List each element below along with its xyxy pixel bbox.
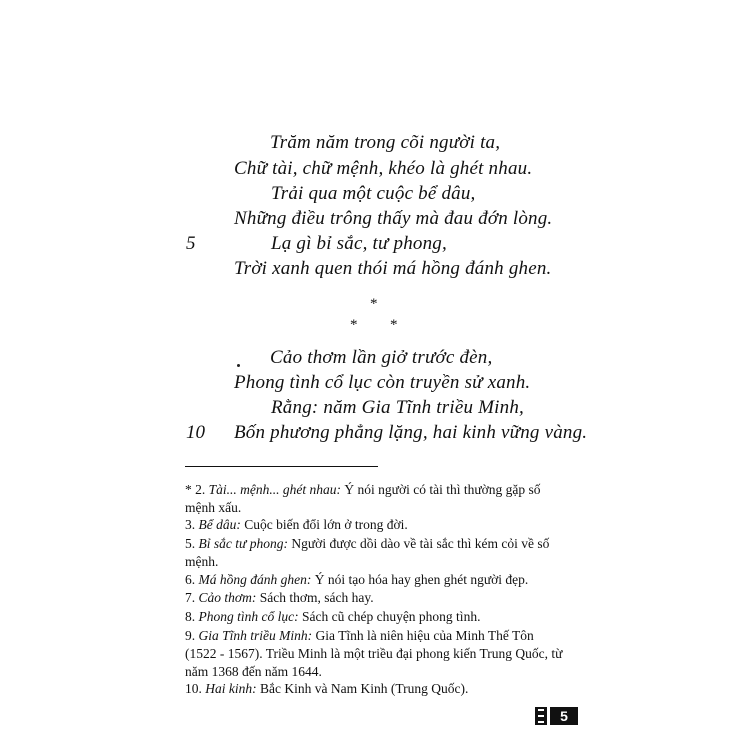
footnote-divider (185, 466, 378, 467)
line-number-10: 10 (186, 422, 205, 443)
verse-line-9: Rằng: năm Gia Tĩnh triều Minh, (271, 397, 524, 418)
footnote-5: 5. Bỉ sắc tư phong: Người được dồi dào về tài sắc thì kém cỏi về số mệnh. (185, 536, 550, 569)
separator-star-right: * (390, 317, 398, 333)
footnote-3: 3. Bể dâu: Cuộc biến đổi lớn ở trong đời. (185, 517, 408, 532)
footnote-8: 8. Phong tình cổ lục: Sách cũ chép chuyện phong tình. (185, 609, 481, 624)
separator-star-left: * (350, 317, 358, 333)
footnote-9: 9. Gia Tĩnh triều Minh: Gia Tĩnh là niên hiệu của Minh Thế Tôn (1522 - 1567). Triều Minh là một triều đại phong kiến Trung Quốc, từ năm 1368 đến năm 1644. (185, 628, 563, 679)
verse-line-3: Trải qua một cuộc bể dâu, (271, 183, 476, 204)
verse-line-6: Trời xanh quen thói má hồng đánh ghen. (234, 258, 552, 279)
verse-line-5: Lạ gì bỉ sắc, tư phong, (271, 233, 447, 254)
verse-line-10: Bốn phương phẳng lặng, hai kinh vững vàng. (234, 422, 588, 443)
verse-line-7: Cảo thơm lần giở trước đèn, (270, 347, 493, 368)
page-marker-icon (535, 707, 547, 725)
line-number-5: 5 (186, 233, 196, 254)
footnote-10: 10. Hai kinh: Bắc Kinh và Nam Kinh (Trung Quốc). (185, 681, 469, 696)
page-number-badge (535, 707, 578, 725)
footnote-2: * 2. Tài... mệnh... ghét nhau: Ý nói người có tài thì thường gặp số mệnh xấu. (185, 482, 541, 515)
footnote-7: 7. Cảo thơm: Sách thơm, sách hay. (185, 590, 374, 605)
verse-line-4: Những điều trông thấy mà đau đớn lòng. (234, 208, 553, 229)
separator-star-top: * (370, 296, 378, 312)
footnote-6: 6. Má hồng đánh ghen: Ý nói tạo hóa hay ghen ghét người đẹp. (185, 572, 529, 587)
verse-line-1: Trăm năm trong cõi người ta, (270, 132, 501, 153)
page-number: 5 (550, 707, 578, 725)
verse-line-2: Chữ tài, chữ mệnh, khéo là ghét nhau. (234, 158, 533, 179)
stray-dot (237, 364, 240, 367)
verse-line-8: Phong tình cổ lục còn truyền sử xanh. (234, 372, 531, 393)
